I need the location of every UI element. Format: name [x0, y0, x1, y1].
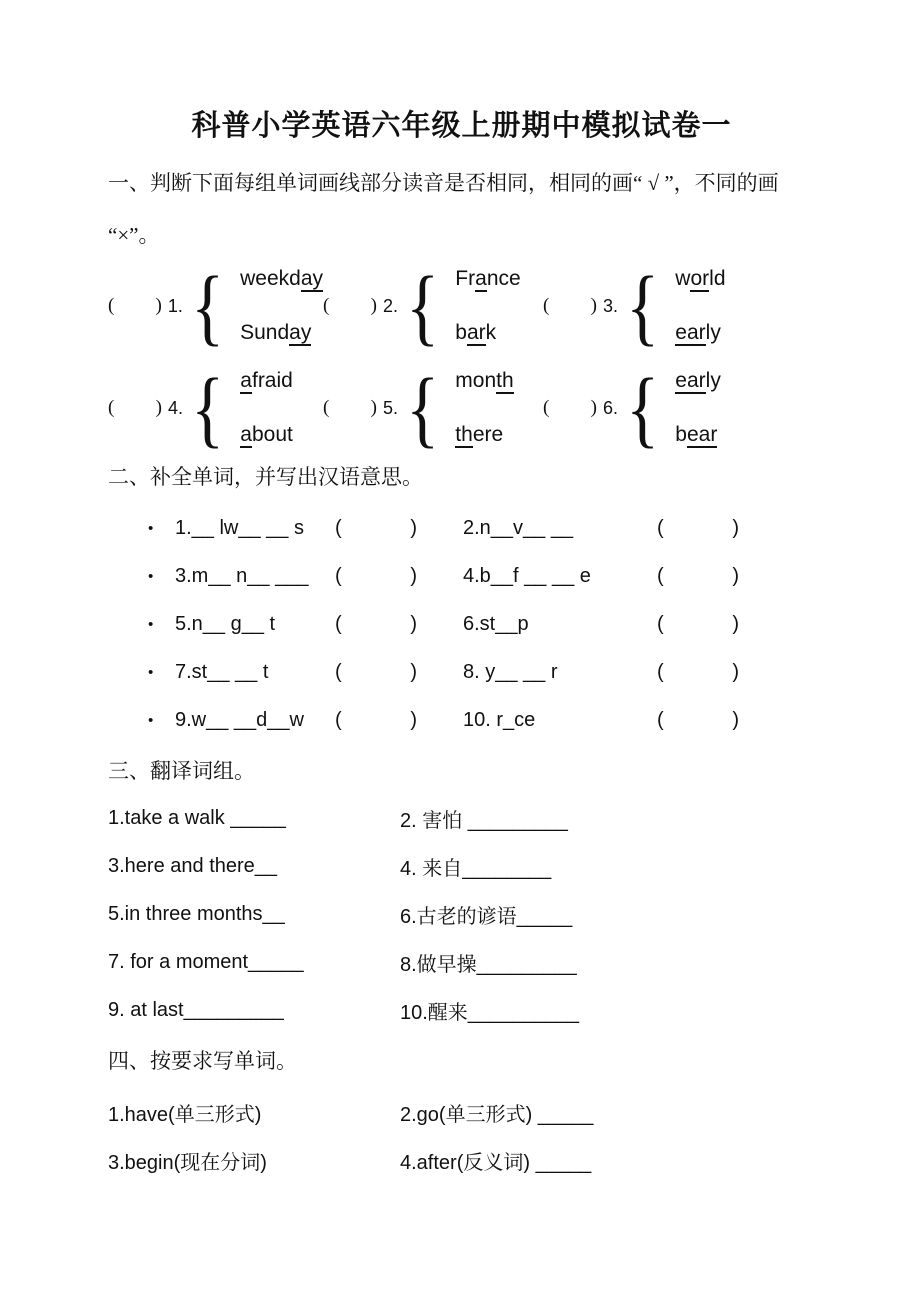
- word-completion-item: 10. r_ce: [463, 708, 536, 731]
- open-paren: (: [323, 397, 330, 418]
- word-part-underlined: th: [455, 423, 473, 446]
- page-title: 科普小学英语六年级上册期中模拟试卷一: [191, 110, 732, 142]
- close-paren: ): [732, 708, 739, 731]
- meaning-parens: [657, 565, 739, 588]
- pronunciation-pairs: [108, 258, 815, 456]
- open-paren: (: [335, 516, 342, 539]
- close-paren: ): [410, 660, 417, 683]
- pronunciation-pair-6: [543, 360, 815, 456]
- close-paren: ): [590, 295, 597, 316]
- pair-word-bottom: [455, 422, 513, 448]
- curly-brace: {: [406, 360, 440, 456]
- word-completion-item: 4.b__f __ __ e: [463, 564, 591, 587]
- answer-parens: [323, 397, 377, 419]
- pair-number: 5.: [383, 397, 399, 418]
- phrase-row: [108, 938, 815, 986]
- open-paren: (: [335, 564, 342, 587]
- word-part: nce: [486, 267, 521, 290]
- meaning-parens: [657, 661, 739, 684]
- word-part: b: [455, 321, 467, 344]
- open-paren: (: [657, 708, 664, 731]
- bullet-icon: •: [148, 711, 154, 729]
- phrase-item: 4. 来自________: [400, 857, 552, 880]
- meaning-parens: [335, 613, 417, 636]
- pronunciation-pair-4: [108, 360, 323, 456]
- close-paren: ): [732, 516, 739, 539]
- bullet-icon: •: [148, 567, 154, 585]
- pair-word-bottom: [240, 320, 323, 346]
- word-part: mon: [455, 369, 497, 392]
- pair-words: [240, 368, 293, 448]
- word-completion-item: 2.n__v__ __: [463, 516, 574, 539]
- word-completion-row: [108, 648, 815, 696]
- word-part-underlined: a: [475, 267, 487, 290]
- pronunciation-pair-3: [543, 258, 815, 354]
- word-completion-item: 7.st__ __ t: [175, 660, 269, 683]
- pronunciation-pair-5: [323, 360, 543, 456]
- close-paren: ): [155, 295, 162, 316]
- word-form-row: [108, 1136, 815, 1184]
- pair-word-bottom: [455, 320, 520, 346]
- pair-word-top: [240, 266, 323, 292]
- word-part-underlined: a: [240, 369, 252, 392]
- word-part: bout: [251, 423, 293, 446]
- word-part: Sund: [240, 321, 290, 344]
- open-paren: (: [335, 660, 342, 683]
- section4-heading: 四、按要求写单词。: [108, 1049, 297, 1073]
- meaning-parens: [335, 661, 417, 684]
- word-part-underlined: ear: [686, 423, 718, 446]
- curly-brace: {: [406, 258, 440, 354]
- word-form-item: 3.begin(现在分词): [108, 1151, 267, 1174]
- word-completion-item: 9.w__ __d__w: [175, 708, 304, 731]
- word-completion-item: 5.n__ g__ t: [175, 612, 276, 635]
- close-paren: ): [155, 397, 162, 418]
- word-completion-row: [108, 600, 815, 648]
- meaning-parens: [335, 709, 417, 732]
- pair-words: [455, 266, 520, 346]
- section1-heading-line1: 一、判断下面每组单词画线部分读音是否相同，相同的画“ √ ”，不同的画: [108, 171, 779, 195]
- meaning-parens: [657, 709, 739, 732]
- word-part-underlined: ear: [675, 321, 706, 344]
- pair-number: 2.: [383, 295, 399, 316]
- meaning-parens: [335, 565, 417, 588]
- word-completion-row: [108, 696, 815, 744]
- word-part-underlined: a: [240, 423, 252, 446]
- section3-heading: 三、翻译词组。: [108, 759, 255, 783]
- pair-number: 4.: [168, 397, 184, 418]
- curly-brace: {: [626, 258, 660, 354]
- curly-brace: {: [190, 258, 224, 354]
- pair-words: [675, 266, 725, 346]
- phrase-row: [108, 986, 815, 1034]
- open-paren: (: [543, 295, 550, 316]
- word-part-underlined: ay: [300, 267, 323, 290]
- word-completion-item: 8. y__ __ r: [463, 660, 558, 683]
- phrase-item: 7. for a moment_____: [108, 950, 304, 973]
- word-part-underlined: or: [690, 267, 710, 290]
- curly-brace: {: [626, 360, 660, 456]
- word-part-underlined: th: [496, 369, 514, 392]
- pronunciation-pair-1: [108, 258, 323, 354]
- phrase-item: 1.take a walk _____: [108, 806, 286, 829]
- section2-heading: 二、补全单词，并写出汉语意思。: [108, 465, 423, 489]
- open-paren: (: [543, 397, 550, 418]
- phrase-item: 10.醒来__________: [400, 1001, 580, 1024]
- phrase-row: [108, 842, 815, 890]
- curly-brace: {: [191, 360, 225, 456]
- meaning-parens: [335, 517, 417, 540]
- word-part: b: [675, 423, 687, 446]
- phrase-item: 3.here and there__: [108, 854, 278, 877]
- section1-heading-line2: “×”。: [108, 223, 160, 247]
- phrase-translation-list: [108, 794, 815, 1034]
- close-paren: ): [410, 612, 417, 635]
- answer-parens: [543, 397, 597, 419]
- word-part: k: [485, 321, 497, 344]
- answer-parens: [108, 397, 162, 419]
- pair-word-top: [455, 266, 520, 292]
- close-paren: ): [370, 397, 377, 418]
- open-paren: (: [657, 564, 664, 587]
- open-paren: (: [335, 708, 342, 731]
- answer-parens: [543, 295, 597, 317]
- pair-row-2: [108, 360, 815, 456]
- word-form-row: [108, 1088, 815, 1136]
- word-part: ly: [705, 321, 721, 344]
- word-form-item: 1.have(单三形式): [108, 1103, 262, 1126]
- pair-word-top: [240, 368, 293, 394]
- word-completion-list: [108, 504, 815, 744]
- word-part: w: [675, 267, 691, 290]
- pair-word-top: [455, 368, 513, 394]
- bullet-icon: •: [148, 615, 154, 633]
- phrase-item: 6.古老的谚语_____: [400, 905, 573, 928]
- word-part-underlined: ar: [466, 321, 486, 344]
- pair-word-bottom: [240, 422, 293, 448]
- word-part-underlined: ay: [289, 321, 312, 344]
- phrase-item: 8.做早操_________: [400, 953, 577, 976]
- word-form-item: 2.go(单三形式) _____: [400, 1103, 594, 1126]
- phrase-item: 9. at last_________: [108, 998, 284, 1021]
- phrase-item: 5.in three months__: [108, 902, 285, 925]
- pair-number: 1.: [167, 295, 183, 316]
- close-paren: ): [732, 612, 739, 635]
- open-paren: (: [657, 660, 664, 683]
- meaning-parens: [657, 517, 739, 540]
- close-paren: ): [410, 516, 417, 539]
- meaning-parens: [657, 613, 739, 636]
- word-form-list: [108, 1088, 815, 1184]
- pronunciation-pair-2: [323, 258, 543, 354]
- close-paren: ): [410, 564, 417, 587]
- answer-parens: [108, 295, 162, 317]
- open-paren: (: [108, 397, 115, 418]
- pair-word-top: [675, 266, 725, 292]
- word-part-underlined: ear: [675, 369, 706, 392]
- word-completion-row: [108, 504, 815, 552]
- pair-row-1: [108, 258, 815, 354]
- word-completion-row: [108, 552, 815, 600]
- open-paren: (: [335, 612, 342, 635]
- word-part: fraid: [251, 369, 293, 392]
- close-paren: ): [370, 295, 377, 316]
- word-part: weekd: [240, 267, 301, 290]
- open-paren: (: [657, 612, 664, 635]
- open-paren: (: [657, 516, 664, 539]
- word-completion-item: 3.m__ n__ ___: [175, 564, 309, 587]
- phrase-row: [108, 794, 815, 842]
- answer-parens: [323, 295, 377, 317]
- word-part: ld: [709, 267, 726, 290]
- word-form-item: 4.after(反义词) _____: [400, 1151, 592, 1174]
- word-part: Fr: [455, 267, 476, 290]
- word-part: ly: [705, 369, 721, 392]
- pair-words: [240, 266, 323, 346]
- bullet-icon: •: [148, 519, 154, 537]
- pair-word-bottom: [675, 422, 721, 448]
- close-paren: ): [590, 397, 597, 418]
- close-paren: ): [732, 660, 739, 683]
- open-paren: (: [108, 295, 115, 316]
- phrase-row: [108, 890, 815, 938]
- word-completion-item: 6.st__p: [463, 612, 529, 635]
- pair-words: [455, 368, 513, 448]
- pair-number: 6.: [603, 397, 619, 418]
- pair-word-bottom: [675, 320, 725, 346]
- bullet-icon: •: [148, 663, 154, 681]
- close-paren: ): [410, 708, 417, 731]
- word-part: ere: [472, 423, 504, 446]
- close-paren: ): [732, 564, 739, 587]
- pair-word-top: [675, 368, 721, 394]
- word-completion-item: 1.__ lw__ __ s: [175, 516, 304, 539]
- open-paren: (: [323, 295, 330, 316]
- pair-number: 3.: [603, 295, 619, 316]
- pair-words: [675, 368, 721, 448]
- phrase-item: 2. 害怕 _________: [400, 809, 568, 832]
